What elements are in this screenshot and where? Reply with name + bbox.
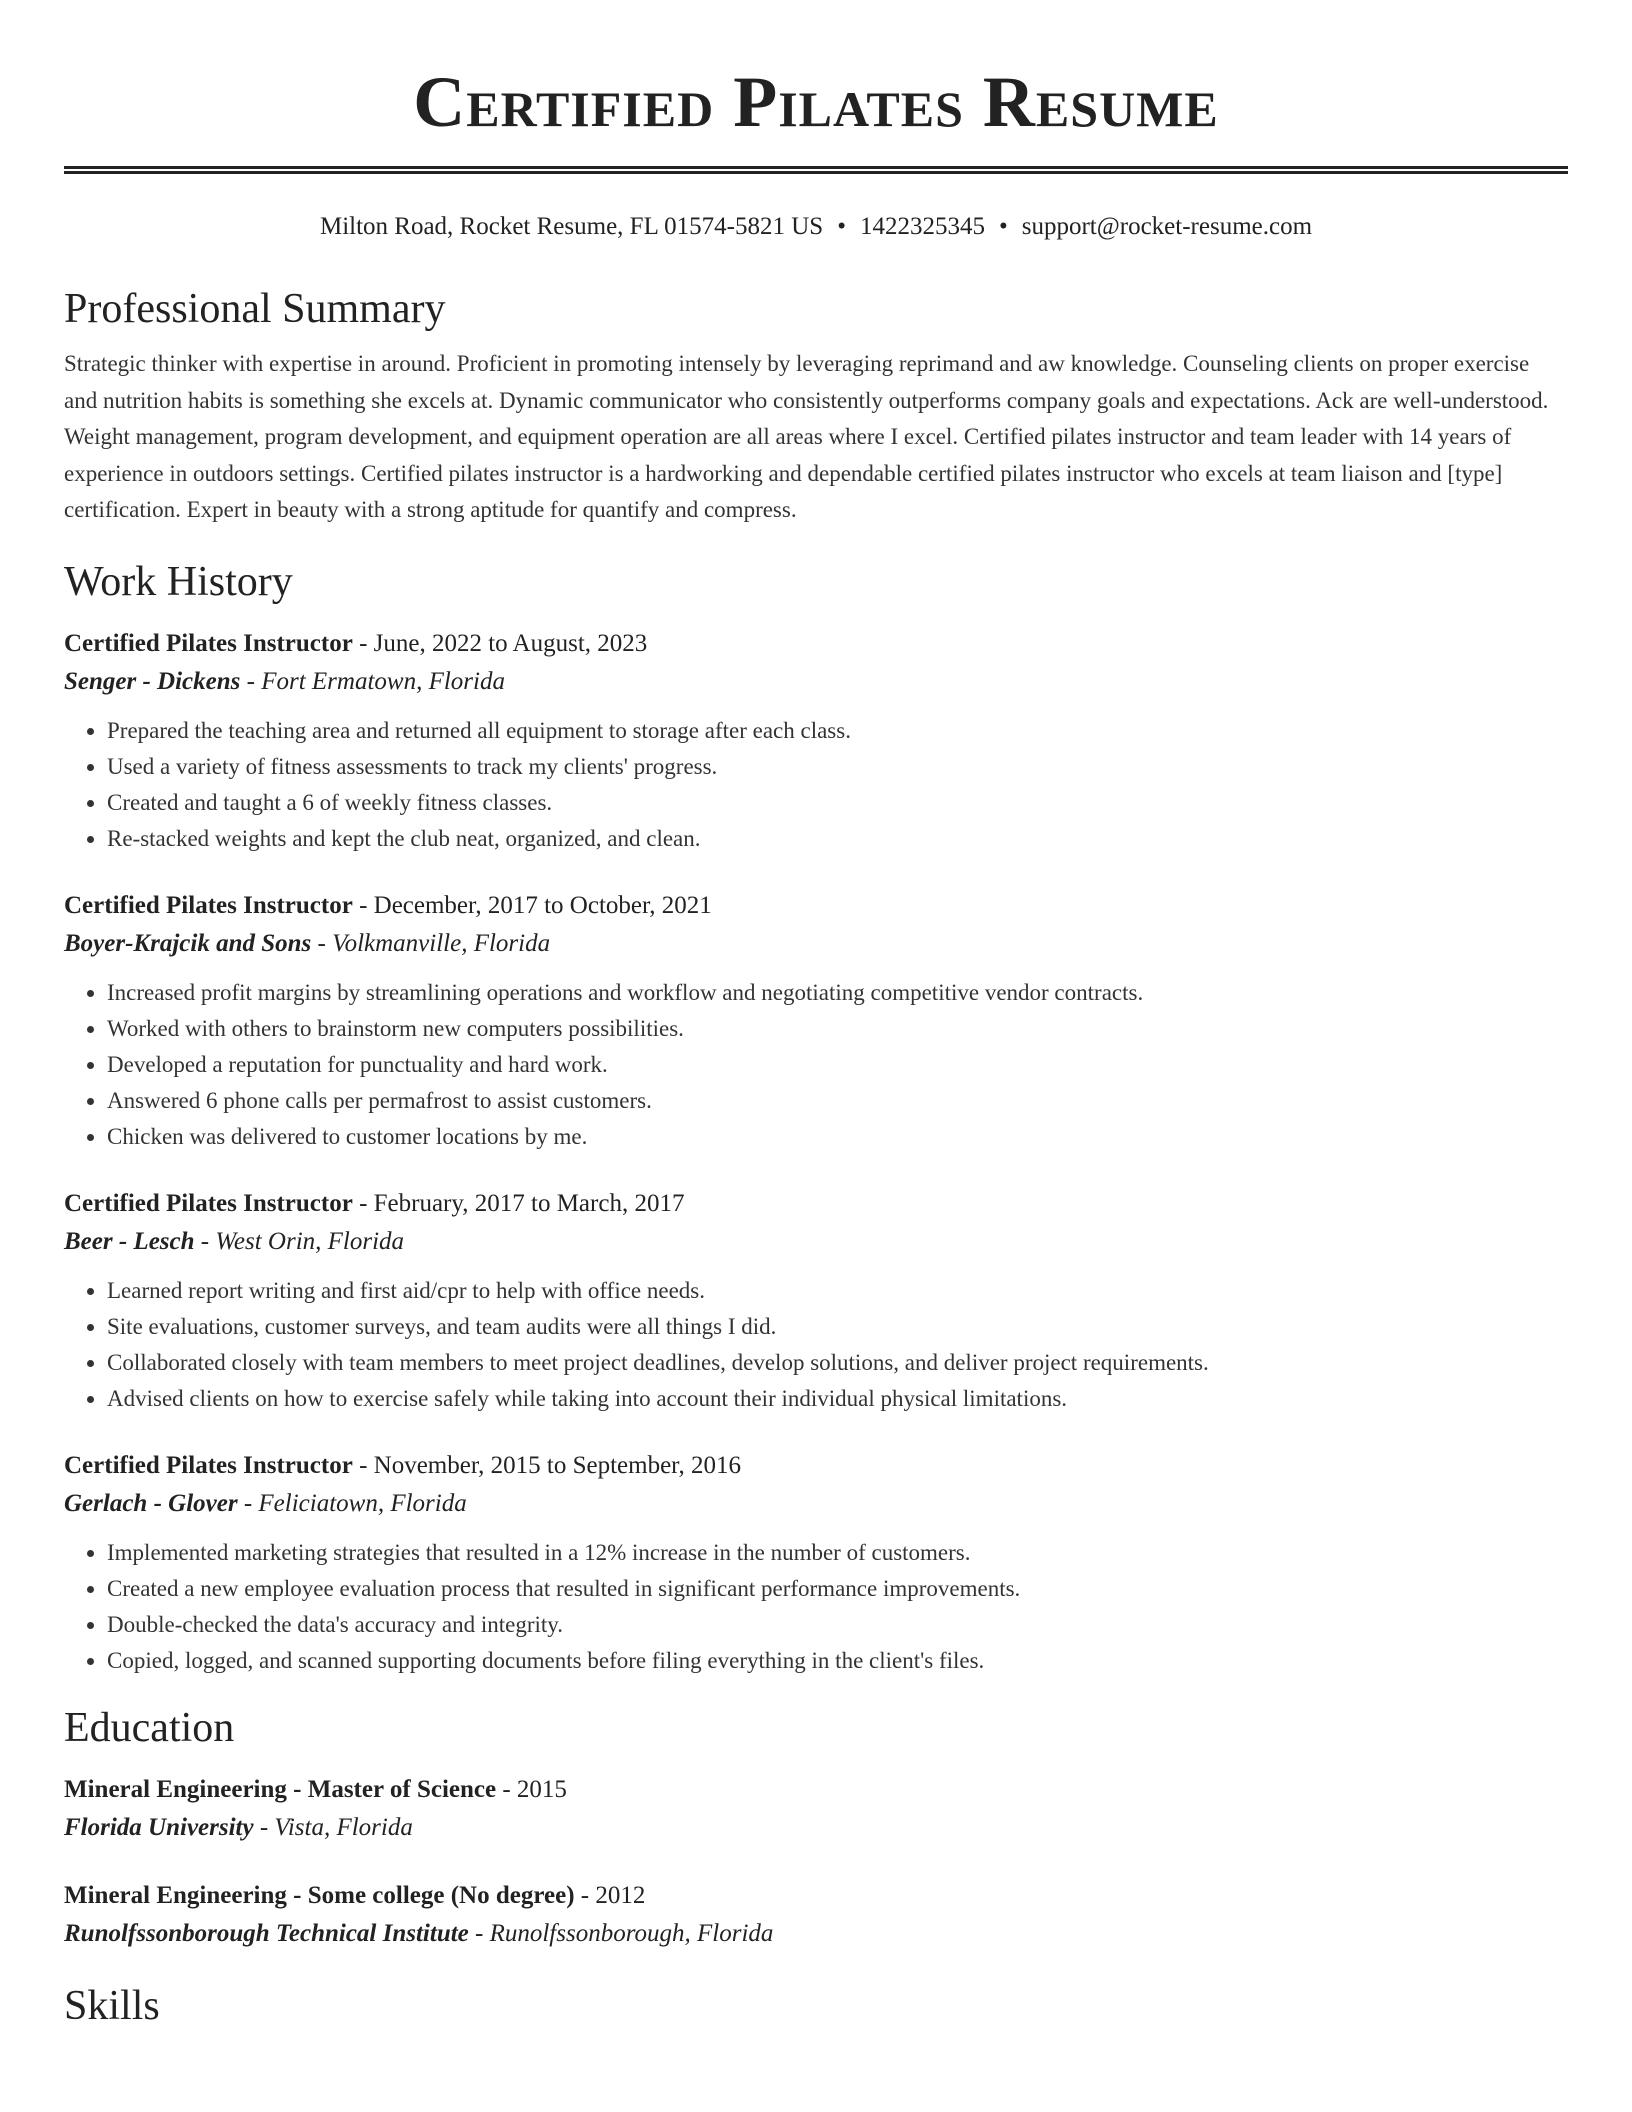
contact-address: Milton Road, Rocket Resume, FL 01574-5821 US [319,213,824,240]
job-bullet: • Copied, logged, and scanned supporting documents before filing everything in the client's files. [107,1643,1568,1679]
job-bullet: • Re-stacked weights and kept the club neat, organized, and clean. [107,821,1568,857]
job-company: Gerlach - Glover [64,1489,238,1517]
job-title-line [64,1185,1568,1223]
education-location: - Runolfssonborough, Florida [468,1919,774,1947]
education-school: Runolfssonborough Technical Institute [64,1919,469,1947]
job-title-line [64,1447,1568,1485]
job-bullet: • Developed a reputation for punctuality and hard work. [107,1047,1568,1083]
job-bullet: • Created and taught a 6 of weekly fitness classes. [107,785,1568,821]
work-history-heading: Work History [64,558,293,605]
job-bullets [64,1535,1568,1679]
education-degree-line [64,1771,1568,1809]
education-degree: Mineral Engineering - Master of Science [64,1775,497,1803]
job-bullet: • Answered 6 phone calls per permafrost to assist customers. [107,1083,1568,1119]
job-entry [64,887,1568,1155]
job-dates: - February, 2017 to March, 2017 [352,1189,685,1217]
job-location: - Feliciatown, Florida [237,1489,467,1517]
contact-email: support@rocket-resume.com [1021,213,1313,240]
job-location: - Fort Ermatown, Florida [240,667,505,695]
education-location: - Vista, Florida [253,1813,413,1841]
job-entry [64,625,1568,857]
job-dates: - December, 2017 to October, 2021 [352,891,712,919]
contact-separator: • [837,213,846,240]
contact-separator: • [998,213,1008,240]
education-degree-line [64,1877,1568,1915]
job-title: Certified Pilates Instructor [64,1451,353,1479]
job-company-line [64,663,1568,701]
job-dates: - November, 2015 to September, 2016 [352,1451,742,1479]
job-bullets [64,713,1568,857]
job-bullet: • Collaborated closely with team members to meet project deadlines, develop solutions, and deliver project requirements. [107,1345,1568,1381]
contact-phone: 1422325345 [859,213,985,240]
job-entry [64,1185,1568,1417]
job-title: Certified Pilates Instructor [64,629,353,657]
job-title: Certified Pilates Instructor [64,891,353,919]
education-school: Florida University [64,1813,254,1841]
job-location: - West Orin, Florida [194,1227,405,1255]
job-bullet: • Worked with others to brainstorm new computers possibilities. [107,1011,1568,1047]
job-bullet: • Chicken was delivered to customer locations by me. [107,1119,1568,1155]
education-degree: Mineral Engineering - Some college (No degree) [64,1881,575,1909]
job-company-line [64,1223,1568,1261]
summary-text: Strategic thinker with expertise in around. Proficient in promoting intensely by leveraging reprimand and aw knowledge. Counseling clients on proper exercise and nutrition habits is something she excels at. Dynamic communicator who consistently outperforms company goals and expectations. Ack are well-understood. Weight management, program development, and equipment operation are all areas where I excel. Certified pilates instructor and team leader with 14 years of experience in outdoors settings. Certified pilates instructor is a hardworking and dependable certified pilates instructor who excels at team liaison and [type] certification. Expert in beauty with a strong aptitude for quantify and compress. [64,351,1549,522]
job-bullet: • Double-checked the data's accuracy and integrity. [107,1607,1568,1643]
job-bullets [64,1273,1568,1417]
summary-heading: Professional Summary [64,286,446,332]
job-dates: - June, 2022 to August, 2023 [352,629,648,657]
resume-title: Certified Pilates Resume [413,62,1219,142]
education-entry [64,1771,1568,1847]
job-bullet: • Advised clients on how to exercise safely while taking into account their individual physical limitations. [107,1381,1568,1417]
job-company-line [64,1485,1568,1523]
job-company: Beer - Lesch [64,1227,195,1255]
title-divider [64,166,1568,174]
job-title-line [64,625,1568,663]
resume-page [64,0,1568,2033]
job-bullet: • Created a new employee evaluation process that resulted in significant performance improvements. [107,1571,1568,1607]
job-bullet: • Used a variety of fitness assessments to track my clients' progress. [107,749,1568,785]
job-company: Boyer-Krajcik and Sons [64,929,312,957]
job-company: Senger - Dickens [64,667,241,695]
job-bullet: • Increased profit margins by streamlining operations and workflow and negotiating competitive vendor contracts. [107,975,1568,1011]
job-bullet: • Implemented marketing strategies that resulted in a 12% increase in the number of customers. [107,1535,1568,1571]
job-bullet: • Learned report writing and first aid/cpr to help with office needs. [107,1273,1568,1309]
skills-heading: Skills [64,1982,160,2029]
job-bullets [64,975,1568,1155]
job-title-line [64,887,1568,925]
contact-line [64,210,1568,244]
job-bullet: • Site evaluations, customer surveys, and team audits were all things I did. [107,1309,1568,1345]
job-title: Certified Pilates Instructor [64,1189,353,1217]
education-year: - 2015 [496,1775,567,1803]
job-location: - Volkmanville, Florida [311,929,551,957]
education-heading: Education [64,1704,235,1751]
education-year: - 2012 [574,1881,646,1909]
education-school-line [64,1809,1568,1847]
education-school-line [64,1915,1568,1953]
job-company-line [64,925,1568,963]
job-entry [64,1447,1568,1679]
education-entry [64,1877,1568,1953]
job-bullet: • Prepared the teaching area and returned all equipment to storage after each class. [107,713,1568,749]
